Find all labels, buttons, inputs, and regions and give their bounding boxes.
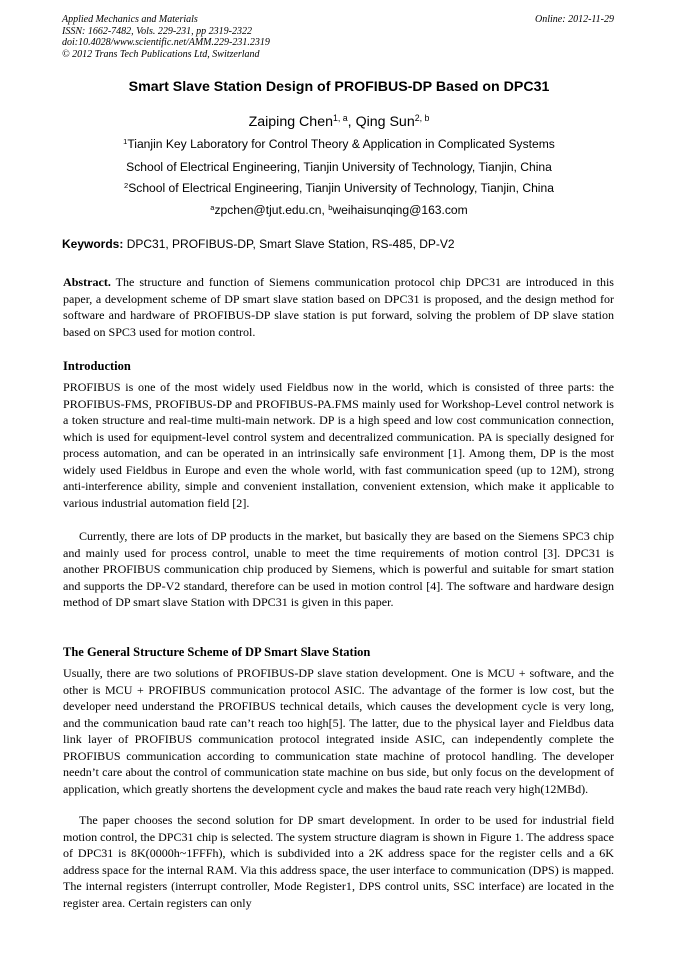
affiliation-2: $^2$School of Electrical Engineering, Tianjin University of Technology, Tianjin, China bbox=[124, 180, 554, 195]
section-heading-general-structure: The General Structure Scheme of DP Smart Slave Station bbox=[63, 645, 371, 659]
author-separator: , bbox=[347, 114, 356, 130]
affiliation-2-mark: 2 bbox=[124, 180, 129, 190]
copyright-line: © 2012 Trans Tech Publications Ltd, Switzerland bbox=[62, 48, 260, 60]
affiliation-1-line-2: School of Electrical Engineering, Tianjin University of Technology, Tianjin, China bbox=[126, 160, 552, 174]
structure-paragraph-2: The paper chooses the second solution for DP smart development. In order to be used for industrial field motion control, the DPC31 chip is selected. The system structure diagram is shown in Figure 1. The address space of DPC31 is 8K(0000h~1FFFh), which is subdivided into a 2K address space for the register cells and a 6K address space for the internal RAM. Via this address space, the user interface to communication (DPS) is mapped. The internal registers (interrupt controller, Mode Register1, DPS control units, SSC interface) are located in the register area. Certain registers can only bbox=[63, 813, 614, 910]
issn-line: ISSN: 1662-7482, Vols. 229-231, pp 2319-2322 bbox=[62, 25, 252, 37]
journal-name: Applied Mechanics and Materials bbox=[62, 14, 198, 25]
affiliation-1-line-1: $^1$Tianjin Key Laboratory for Control Theory & Application in Complicated Systems bbox=[123, 136, 555, 151]
section-heading-introduction: Introduction bbox=[63, 359, 131, 373]
author-2: Qing Sun bbox=[355, 114, 415, 130]
abstract-label: Abstract. bbox=[63, 275, 111, 289]
email-a-mark: a bbox=[210, 202, 215, 212]
author-1-affil: 1, a bbox=[332, 113, 348, 124]
author-1: Zaiping Chen bbox=[248, 114, 333, 130]
email-a: zpchen@tjut.edu.cn, bbox=[214, 203, 329, 217]
paper-title: Smart Slave Station Design of PROFIBUS-DP Based on DPC31 bbox=[128, 79, 550, 95]
author-2-affil: 2, b bbox=[414, 113, 430, 124]
email-b-mark: b bbox=[328, 202, 333, 212]
journal-header bbox=[62, 14, 270, 60]
email-b: weihaisunqing@163.com bbox=[332, 203, 468, 217]
abstract-text: The structure and function of Siemens communication protocol chip DPC31 are introduced in this paper, a development scheme of DP smart slave station based on DPC31 is proposed, and the design method for software and hardware of PROFIBUS-DP slave station is put forward, solving the problem of DP slave station based on SPC3 used for motion control. bbox=[63, 275, 614, 339]
affiliation-1-mark: 1 bbox=[123, 136, 128, 146]
keywords-label: Keywords: bbox=[62, 237, 124, 251]
intro-paragraph-1: PROFIBUS is one of the most widely used Fieldbus now in the world, which is consisted of three parts: the PROFIBUS-FMS, PROFIBUS-DP and PROFIBUS-PA.FMS mainly used for Workshop-Level control network is a token structure and real-time multi-main network. DP is a high speed and low cost communication connection, which is used for equipment-level control system and decentralized communication. PA is specially designed for process automation, and can be operated in an intrinsically safe environment [1]. Among them, DP is the most widely used Fieldbus in Europe and even the whole world, with fast communication speed (up to 12M), strong anti-interference ability, simple and convenient installation, convenient extension, which make it applicable to various industrial automation field [2]. bbox=[63, 380, 614, 510]
abstract bbox=[63, 274, 614, 340]
online-date: Online: 2012-11-29 bbox=[535, 14, 614, 25]
structure-paragraph-1: Usually, there are two solutions of PROFIBUS-DP slave station development. One is MCU + software, and the other is MCU + PROFIBUS communication protocol ASIC. The advantage of the former is low cost, but the developer need understand the PROFIBUS technical details, which causes the development cycle is very long, and the communication baud rate can’t reach too high[5]. The latter, due to the physical layer and Fieldbus data link layer of PROFIBUS communication protocol integrated inside ASIC, can independently complete the PROFIBUS communication according to communication state machine of protocol handling. The developer needn’t care about the control of communication state machine on bus side, but only focus on the development of application, which greatly shortens the development cycle and makes the baud rate reach very high(12MBd). bbox=[63, 666, 614, 796]
doi-line: doi:10.4028/www.scientific.net/AMM.229-231.2319 bbox=[62, 37, 270, 49]
author-line bbox=[0, 114, 678, 130]
intro-paragraph-2: Currently, there are lots of DP products in the market, but basically they are based on the Siemens SPC3 chip and mainly used for process control, unable to meet the time requirements of motion control [3]. DPC31 is another PROFIBUS communication chip produced by Siemens, which is powerful and suitable for smart station and supports the DP-V2 standard, therefore can be used in motion control [4]. The software and hardware design method of DP smart slave Station with DPC31 is given in this paper. bbox=[63, 529, 614, 610]
keywords bbox=[62, 237, 622, 251]
keywords-text: DPC31, PROFIBUS-DP, Smart Slave Station, RS-485, DP-V2 bbox=[123, 237, 455, 251]
email-line bbox=[0, 203, 678, 217]
